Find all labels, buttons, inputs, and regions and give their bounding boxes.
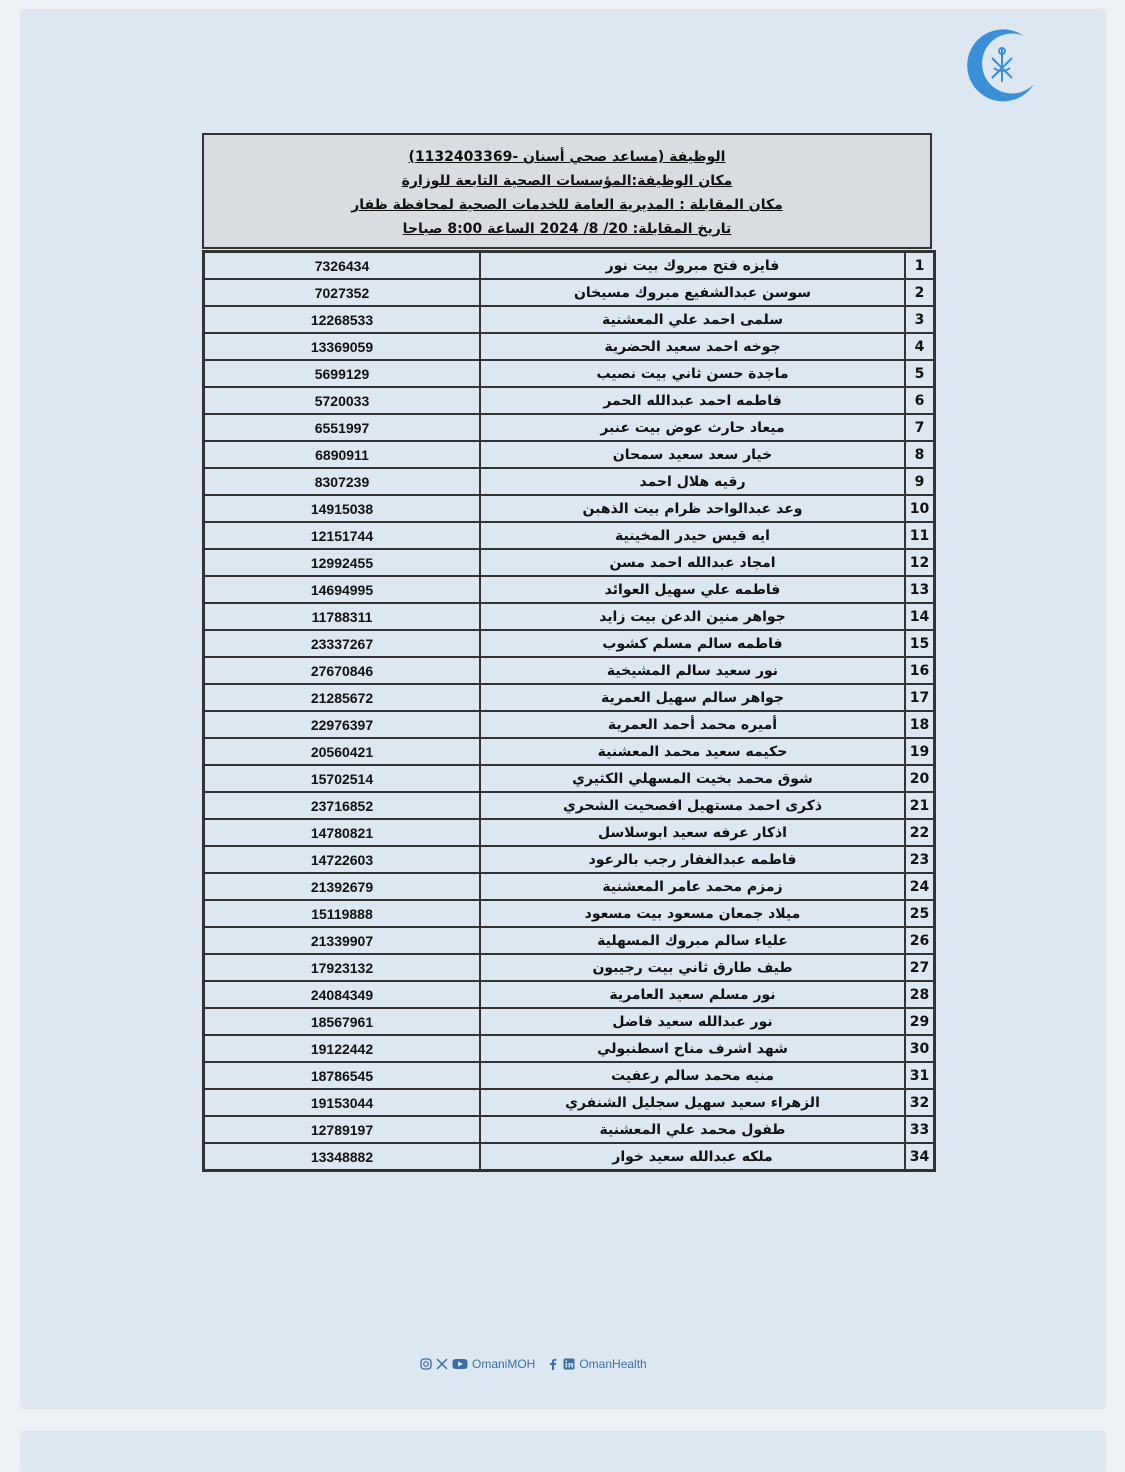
candidate-id: 14722603 <box>204 846 480 873</box>
candidate-name: سلمى احمد علي المعشنية <box>480 306 905 333</box>
table-row <box>204 603 934 630</box>
candidate-name: نور سعيد سالم المشيخية <box>480 657 905 684</box>
candidate-name: ايه قيس حيدر المخينية <box>480 522 905 549</box>
table-row <box>204 360 934 387</box>
table-row <box>204 1062 934 1089</box>
row-number: 11 <box>905 522 934 549</box>
row-number: 17 <box>905 684 934 711</box>
row-number: 15 <box>905 630 934 657</box>
candidate-name: ماجدة حسن ثاني بيت نصيب <box>480 360 905 387</box>
table-row <box>204 252 934 279</box>
social-footer <box>420 1354 659 1374</box>
row-number: 25 <box>905 900 934 927</box>
candidate-id: 19153044 <box>204 1089 480 1116</box>
candidate-id: 7027352 <box>204 279 480 306</box>
table-row <box>204 684 934 711</box>
row-number: 33 <box>905 1116 934 1143</box>
table-row <box>204 900 934 927</box>
row-number: 9 <box>905 468 934 495</box>
candidate-name: وعد عبدالواحد ظرام بيت الذهبن <box>480 495 905 522</box>
candidate-id: 14694995 <box>204 576 480 603</box>
candidate-id: 5720033 <box>204 387 480 414</box>
row-number: 13 <box>905 576 934 603</box>
row-number: 18 <box>905 711 934 738</box>
row-number: 21 <box>905 792 934 819</box>
facebook-handle[interactable]: OmanHealth <box>579 1357 647 1371</box>
candidate-name: فايزه فتح مبروك بيت نور <box>480 252 905 279</box>
youtube-icon[interactable] <box>452 1358 468 1370</box>
candidate-name: علياء سالم مبروك المسهلية <box>480 927 905 954</box>
candidate-name: ملكه عبدالله سعيد خوار <box>480 1143 905 1170</box>
candidate-name: شهد اشرف مناح اسطنبولي <box>480 1035 905 1062</box>
facebook-icon[interactable] <box>547 1358 559 1370</box>
table-row <box>204 765 934 792</box>
candidate-id: 21392679 <box>204 873 480 900</box>
row-number: 10 <box>905 495 934 522</box>
candidate-id: 12268533 <box>204 306 480 333</box>
candidate-name: نور مسلم سعيد العامرية <box>480 981 905 1008</box>
ministry-logo-icon <box>962 24 1042 104</box>
candidate-id: 18786545 <box>204 1062 480 1089</box>
table-row <box>204 738 934 765</box>
row-number: 24 <box>905 873 934 900</box>
row-number: 8 <box>905 441 934 468</box>
candidate-id: 22976397 <box>204 711 480 738</box>
row-number: 16 <box>905 657 934 684</box>
candidate-name: امجاد عبدالله احمد مسن <box>480 549 905 576</box>
interview-header <box>202 133 932 249</box>
candidate-name: فاطمه سالم مسلم كشوب <box>480 630 905 657</box>
table-row <box>204 1008 934 1035</box>
table-row <box>204 873 934 900</box>
interview-location: مكان المقابلة : المديرية العامة للخدمات الصحية لمحافظة ظفار <box>351 197 783 213</box>
candidate-id: 6551997 <box>204 414 480 441</box>
table-row <box>204 1035 934 1062</box>
candidate-id: 14915038 <box>204 495 480 522</box>
next-page-edge <box>22 1432 1104 1472</box>
table-row <box>204 630 934 657</box>
candidate-id: 8307239 <box>204 468 480 495</box>
job-location: مكان الوظيفة:المؤسسات الصحية التابعة للوزارة <box>401 173 733 189</box>
row-number: 14 <box>905 603 934 630</box>
row-number: 1 <box>905 252 934 279</box>
candidate-id: 24084349 <box>204 981 480 1008</box>
candidate-id: 15702514 <box>204 765 480 792</box>
row-number: 4 <box>905 333 934 360</box>
row-number: 7 <box>905 414 934 441</box>
candidate-id: 11788311 <box>204 603 480 630</box>
row-number: 31 <box>905 1062 934 1089</box>
table-row <box>204 279 934 306</box>
candidate-id: 6890911 <box>204 441 480 468</box>
table-row <box>204 522 934 549</box>
row-number: 28 <box>905 981 934 1008</box>
job-title: الوظيفة (مساعد صحي أسنان -1132403369) <box>408 149 726 165</box>
table-row <box>204 576 934 603</box>
interview-date: تاريخ المقابلة: 20/ 8/ 2024 الساعة 8:00 صباحا <box>402 221 732 237</box>
table-row <box>204 414 934 441</box>
candidate-name: زمزم محمد عامر المعشنية <box>480 873 905 900</box>
table-row <box>204 495 934 522</box>
linkedin-icon[interactable] <box>563 1358 575 1370</box>
table-row <box>204 819 934 846</box>
row-number: 29 <box>905 1008 934 1035</box>
candidate-name: حكيمه سعيد محمد المعشنية <box>480 738 905 765</box>
candidates-table <box>202 250 936 1172</box>
table-row <box>204 306 934 333</box>
candidate-name: فاطمه احمد عبدالله الحمر <box>480 387 905 414</box>
table-row <box>204 441 934 468</box>
row-number: 34 <box>905 1143 934 1170</box>
candidate-id: 5699129 <box>204 360 480 387</box>
candidate-id: 19122442 <box>204 1035 480 1062</box>
candidate-id: 18567961 <box>204 1008 480 1035</box>
candidate-name: جواهر منين الدعن بيت زايد <box>480 603 905 630</box>
table-row <box>204 1089 934 1116</box>
table-row <box>204 333 934 360</box>
candidate-id: 7326434 <box>204 252 480 279</box>
candidate-id: 12151744 <box>204 522 480 549</box>
row-number: 6 <box>905 387 934 414</box>
table-row <box>204 1143 934 1170</box>
candidate-name: منيه محمد سالم رعفيت <box>480 1062 905 1089</box>
candidate-id: 21285672 <box>204 684 480 711</box>
row-number: 2 <box>905 279 934 306</box>
row-number: 23 <box>905 846 934 873</box>
candidate-id: 23716852 <box>204 792 480 819</box>
candidate-id: 20560421 <box>204 738 480 765</box>
table-row <box>204 1116 934 1143</box>
candidate-id: 12992455 <box>204 549 480 576</box>
twitter-handle[interactable]: OmaniMOH <box>472 1357 536 1371</box>
candidate-name: فاطمه عبدالغفار رجب بالرعود <box>480 846 905 873</box>
candidate-name: خيار سعد سعيد سمحان <box>480 441 905 468</box>
table-row <box>204 954 934 981</box>
candidate-id: 13369059 <box>204 333 480 360</box>
candidate-name: الزهراء سعيد سهيل سجليل الشنفري <box>480 1089 905 1116</box>
table-row <box>204 981 934 1008</box>
candidate-id: 12789197 <box>204 1116 480 1143</box>
candidate-name: طيف طارق ثاني بيت رجيبون <box>480 954 905 981</box>
table-row <box>204 657 934 684</box>
row-number: 26 <box>905 927 934 954</box>
candidate-name: نور عبدالله سعيد فاضل <box>480 1008 905 1035</box>
table-row <box>204 846 934 873</box>
candidate-name: ميلاد جمعان مسعود بيت مسعود <box>480 900 905 927</box>
candidate-name: شوق محمد بخيت المسهلي الكثيري <box>480 765 905 792</box>
row-number: 30 <box>905 1035 934 1062</box>
table-row <box>204 387 934 414</box>
candidate-name: ميعاد حارث عوض بيت عنبر <box>480 414 905 441</box>
row-number: 20 <box>905 765 934 792</box>
candidate-id: 21339907 <box>204 927 480 954</box>
table-row <box>204 549 934 576</box>
candidate-name: اذكار عرفه سعيد ابوسلاسل <box>480 819 905 846</box>
row-number: 27 <box>905 954 934 981</box>
candidate-id: 17923132 <box>204 954 480 981</box>
candidate-id: 13348882 <box>204 1143 480 1170</box>
candidates-table-body <box>204 252 934 1170</box>
table-row <box>204 927 934 954</box>
candidate-name: رقيه هلال احمد <box>480 468 905 495</box>
candidate-name: ذكرى احمد مستهيل افصحيت الشحري <box>480 792 905 819</box>
candidate-name: جوخه احمد سعيد الحضرية <box>480 333 905 360</box>
candidate-id: 27670846 <box>204 657 480 684</box>
row-number: 32 <box>905 1089 934 1116</box>
candidate-id: 15119888 <box>204 900 480 927</box>
row-number: 22 <box>905 819 934 846</box>
row-number: 19 <box>905 738 934 765</box>
x-icon[interactable] <box>436 1358 448 1370</box>
row-number: 12 <box>905 549 934 576</box>
row-number: 5 <box>905 360 934 387</box>
candidate-name: طفول محمد علي المعشنية <box>480 1116 905 1143</box>
instagram-icon[interactable] <box>420 1358 432 1370</box>
candidate-id: 14780821 <box>204 819 480 846</box>
row-number: 3 <box>905 306 934 333</box>
candidate-name: جواهر سالم سهيل العمرية <box>480 684 905 711</box>
candidate-id: 23337267 <box>204 630 480 657</box>
candidate-name: سوسن عبدالشفيع مبروك مسيخان <box>480 279 905 306</box>
table-row <box>204 792 934 819</box>
table-row <box>204 711 934 738</box>
candidate-name: أميره محمد أحمد العمرية <box>480 711 905 738</box>
candidate-name: فاطمه علي سهيل العوائد <box>480 576 905 603</box>
table-row <box>204 468 934 495</box>
